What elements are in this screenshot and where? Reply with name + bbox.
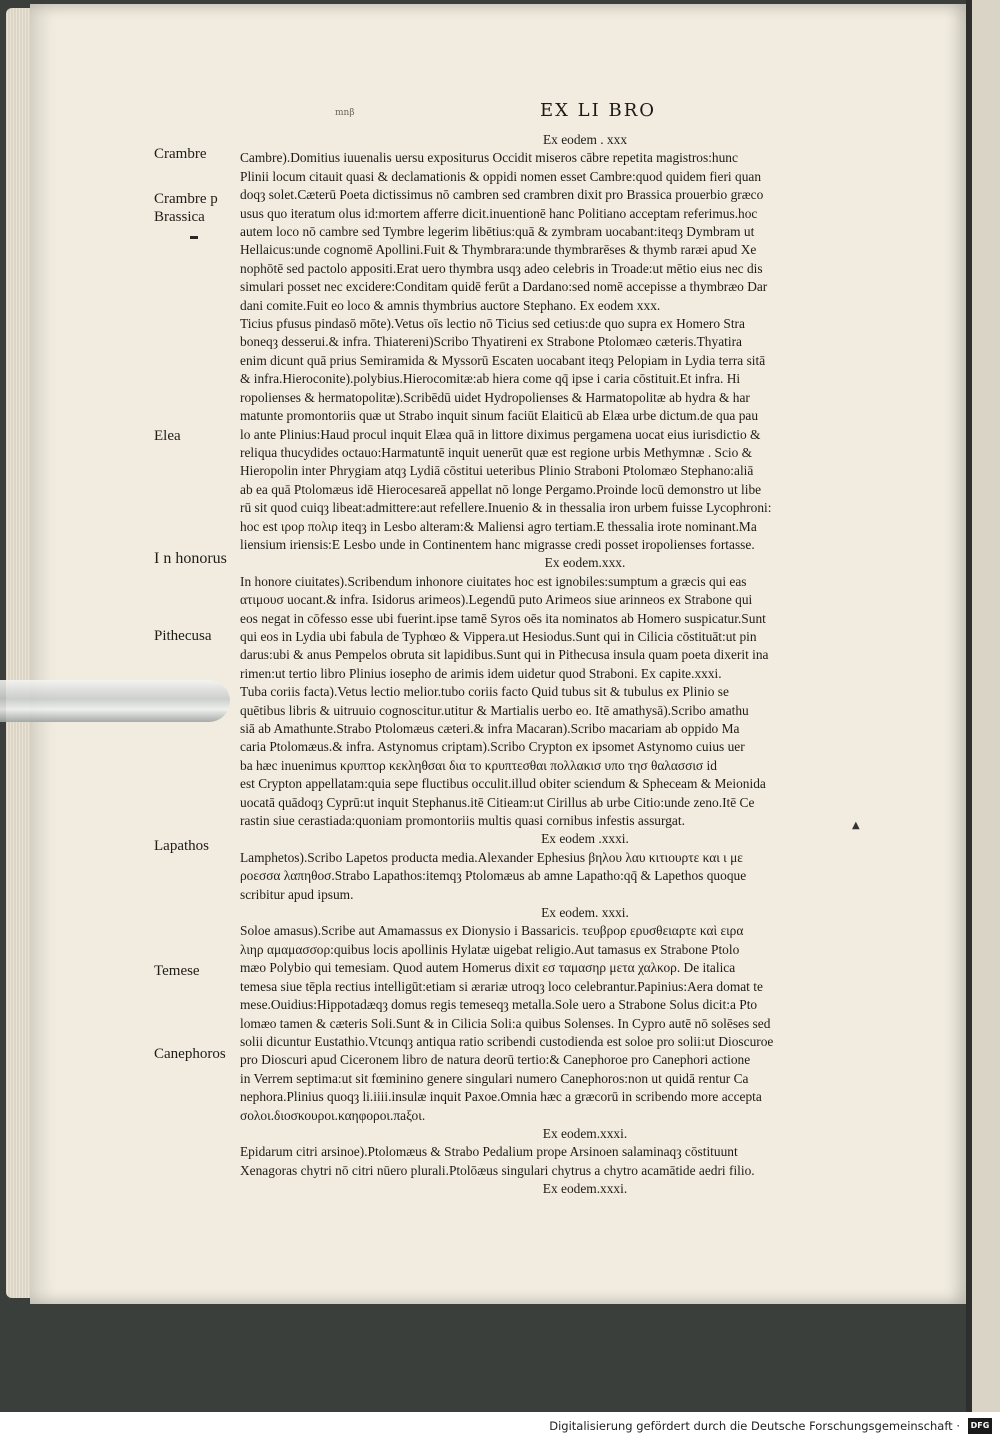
text-line: qui eos in Lydia ubi fabula de Typhœo & Vippera.ut Hesiodus.Sunt qui in Cilicia cōstituāt:ut pin <box>240 628 757 644</box>
text-line: mese.Ouidius:Hippotadæqȝ domus regis temeseqȝ metalla.Sole uero a Strabone Solus dicit:a Pto <box>240 997 758 1013</box>
section-heading: Ex eodem . xxx <box>542 132 628 147</box>
ink-mark: ▲ <box>852 820 860 831</box>
main-text-block <box>240 131 930 1199</box>
text-line: Xenagoras chytri nō citri nūero plurali.Ptolōæus singulari chytrus a chytro acamātide aedri filio. <box>240 1162 755 1178</box>
text-line: siā ab Amathunte.Strabo Ptolomæus cæteri.& infra Macaran).Scribo macariam ab oppido Ma <box>240 721 740 736</box>
margin-note: Temese <box>154 963 200 979</box>
text-line: Hieropolin inter Phrygiam atqȝ Lydiā cōstitui ueteribus Plinio Straboni Ptolomæo Stephano:aliā <box>240 463 754 479</box>
page-clip <box>0 680 230 722</box>
margin-note: Crambre <box>154 146 207 162</box>
section-heading: Ex eodem. xxxi. <box>541 905 629 921</box>
text-line: & infra.Hieroconite).polybius.Hierocomitæ:ab hiera come qq̄ ipse i caria cōstituit.Et infra. Hi <box>240 371 741 387</box>
margin-note: Crambre p Brassica <box>154 191 218 225</box>
text-line: rū sit quod cuiqȝ libeat:admittere:aut refellere.Inuenio & in thessalia iron urbem fuisse Lycophroni: <box>240 500 772 516</box>
facing-page-edge <box>966 0 1000 1412</box>
text-line: darus:ubi & anus Pempelos obruta sit lapidibus.Sunt qui in Pithecusa insula quam poeta dixerit ina <box>240 647 769 663</box>
text-line: hoc est ιρορ πολιρ iteqȝ in Lesbo alteram:& Maliensi agro tertiam.E thessalia irote nominant.Ma <box>240 518 757 534</box>
text-line: reliqua thucydides octauo:Harmatuntē inquit uenerūt quæ est regione urbis Methymnæ . Scio & <box>240 444 753 460</box>
text-line: Ticius pfusus pindasō mōte).Vetus oīs lectio nō Ticius sed cetius:de quo supra ex Homero Stra <box>240 316 745 332</box>
text-line: ba hæc inuenimus κρυπτορ κεκληθσαι δια το κρυπτεσθαι πολλακισ υπο τησ θαλασσισ id <box>240 757 717 773</box>
text-line: matunte promontoriis quæ ut Strabo inquit sinum faciūt Elaiticū ab Elæa urbe dictum.de qua pau <box>240 408 759 424</box>
section-heading: Ex eodem.xxx. <box>544 555 626 571</box>
section-heading: Ex eodem.xxxi. <box>542 1181 628 1197</box>
text-line: nephora.Plinius quoqȝ li.iiii.insulæ inquit Paxoe.Omnia hæc a græcorū in scribendo more accepta <box>240 1089 762 1105</box>
text-line: Lamphetos).Scribo Lapetos producta media.Alexander Ephesius βηλου λαυ κιτιουρτε και ι με <box>240 849 743 865</box>
text-line: λιηρ αμαμασσορ:quibus locis apollinis Hylatæ uigebat religio.Aut tamasus ex Strabone Ptolo <box>240 941 740 957</box>
text-line: est Crypton appellatam:quia sepe fluctibus occulit.illud obiter sciendum & Spheceam & Meionida <box>240 776 766 792</box>
text-line: Tuba coriis facta).Vetus lectio melior.tubo coriis facto Quid tubus sit & tubulus ex Plinio se <box>240 684 729 700</box>
text-line: lomæo tamen & cæteris Soli.Sunt & in Cilicia Soli:a quibus Solenses. In Cypro autē nō solēses sed <box>240 1015 771 1031</box>
text-line: Hellaicus:unde cognomē Apollini.Fuit & Thymbrara:unde thymbrarēses & thymb raræi apud Xe <box>240 242 757 258</box>
text-line: nophōtē sed pactolo appositi.Erat uero thymbra usqȝ adeo celebris in Troade:ut mētio eius nec dis <box>240 260 763 276</box>
text-line: ab ea quā Ptolomæus idē Hierocesareā appellat nō longe Pergamo.Proinde locū demonstro ut libe <box>240 481 762 497</box>
text-line: pro Dioscuri apud Ciceronem libro de natura deorū tertio:& Canephoroe pro Canephori actione <box>240 1052 751 1068</box>
text-line: σολοι.διοσκουροι.καηφοροι.πaξοι. <box>240 1107 426 1123</box>
running-title: EX LI BRO <box>540 100 656 121</box>
text-line: simulari posset nec excidere:Conditam quidē ferūt a Dardano:sed nomē accepisse a thymbræo Dar <box>240 279 768 295</box>
text-line: liensium iriensis:E Lesbo unde in Continentem hanc migrasse credi posset iropolienses fortasse. <box>240 536 755 552</box>
margin-note: Pithecusa <box>154 628 212 644</box>
text-line: mæo Polybio qui temesiam. Quod autem Homerus dixit εσ ταμασηρ μετα χαλκορ. De italica <box>240 960 736 976</box>
margin-note: Lapathos <box>154 838 209 854</box>
text-line: boneqȝ desserui.& infra. Thiatereni)Scribo Thyatireni ex Strabone Ptolomæo cæteris.Thyatira <box>240 334 742 350</box>
text-line: ropolienses & hermatopolitæ).Scribēdū uidet Hydropolienses & Harmatopolitæ ab hydra & har <box>240 389 750 405</box>
section-heading: Ex eodem.xxxi. <box>542 1125 628 1141</box>
text-line: temesa siue tēpla rectius intelligūt:etiam si ærariæ utroqȝ loco celebrantur.Papinius:Aera domat te <box>240 978 763 994</box>
text-line: caria Ptolomæus.& infra. Astynomus criptam).Scribo Crypton ex ipsomet Astynomo cuius uer <box>240 739 745 755</box>
margin-tick <box>190 236 198 239</box>
text-line: usus quo iteratum olus id:mortem afferre dicit.inuentionē hanc Politiano acceptam referimus.hoc <box>240 205 758 221</box>
section-heading: Ex eodem .xxxi. <box>541 831 629 847</box>
text-line: Plinii locum citauit quasi & declamationis & oppidi nomen esset Cambre:quod quidem fieri quan <box>240 168 762 184</box>
text-line: enim dicunt quā prius Semiramida & Myssorū Escaten uocabant iteqȝ Pelopiam in Lydia terra sitā <box>240 352 766 368</box>
footer-bar <box>0 1412 1000 1441</box>
text-line: lo ante Plinius:Haud procul inquit Elæa quā in littore diximus pergamena uocat eius iurisdictio & <box>240 426 761 442</box>
margin-note: Canephoros <box>154 1046 226 1062</box>
text-line: in Verrem septima:ut sit fœminino genere singulari numero Canephoros:non ut quidā rentur Ca <box>240 1070 749 1086</box>
text-line: autem loco nō cambre sed Tymbre legerim libētius:quā & zymbram uocabant:iteqȝ Dymbram ut <box>240 224 755 240</box>
text-line: scribitur apud ipsum. <box>240 886 354 902</box>
text-line: rastin siue cerastiada:quoniam promontoriis multis quasi cornibus infestis assurgat. <box>240 813 685 829</box>
footer-credit: Digitalisierung gefördert durch die Deutsche Forschungsgemeinschaft · <box>549 1419 960 1433</box>
signature-mark: mnβ <box>335 108 355 118</box>
dfg-logo: DFG <box>968 1418 992 1434</box>
text-line: uocatā quādoqȝ Cyprū:ut inquit Stephanus.itē Citieam:ut Cirillus ab urbe Citio:unde zeno.Itē Ce <box>240 794 755 810</box>
text-line: dani comite.Fuit eo loco & amnis thymbrius auctore Stephano. Ex eodem xxx. <box>240 297 661 313</box>
text-line: ροεσσα λαπηθοσ.Strabo Lapathos:itemqȝ Ptolomæus ab amne Lapatho:qq̄ & Lapethos quoque <box>240 868 747 884</box>
text-line: solii dicuntur Eustathio.Vtcunqȝ antiqua ratio scribendi custodienda est soloe pro solii:ut Dioscuroe <box>240 1033 774 1049</box>
text-line: rimen:ut tertio libro Plinius iosepho de arimis idem uidetur quod Straboni. Ex capite.xxxi. <box>240 665 722 681</box>
text-line: quētibus libris & uitruuio cognoscitur.utitur & Martialis uerbo eo. Itē amathysā).Scribo amathu <box>240 702 749 718</box>
text-line: In honore ciuitates).Scribendum inhonore ciuitates hoc est ignobiles:sumptum a græcis qui eas <box>240 573 747 589</box>
text-line: eos negat in cōfesso esse ubi fuerint.ipse tamē Syros oēs ita nominatos ab Homero suspicatur.Sunt <box>240 610 766 626</box>
text-line: Cambre).Domitius iuuenalis uersu expositurus Occidit miseros cābre repetita magistros:hunc <box>240 150 738 166</box>
margin-note: Elea <box>154 428 181 444</box>
text-line: ατιμουσ uocant.& infra. Isidorus arimeos).Legendū puto Arimeos siue arinneos ex Strabone qui <box>240 592 753 608</box>
text-line: Soloe amasus).Scribe aut Amamassus ex Dionysio i Bassaricis. τευβρορ ερυσθειαρτε καὶ ειρα <box>240 923 744 939</box>
text-line: doqȝ solet.Cæterū Poeta dictissimus nō cambren sed crambren dixit pro Brassica prouerbio græco <box>240 187 764 203</box>
margin-note: I n honorus <box>154 550 227 567</box>
text-line: Epidarum citri arsinoe).Ptolomæus & Strabo Pedalium prope Arsinoen salaminaqȝ cōstituunt <box>240 1144 738 1160</box>
